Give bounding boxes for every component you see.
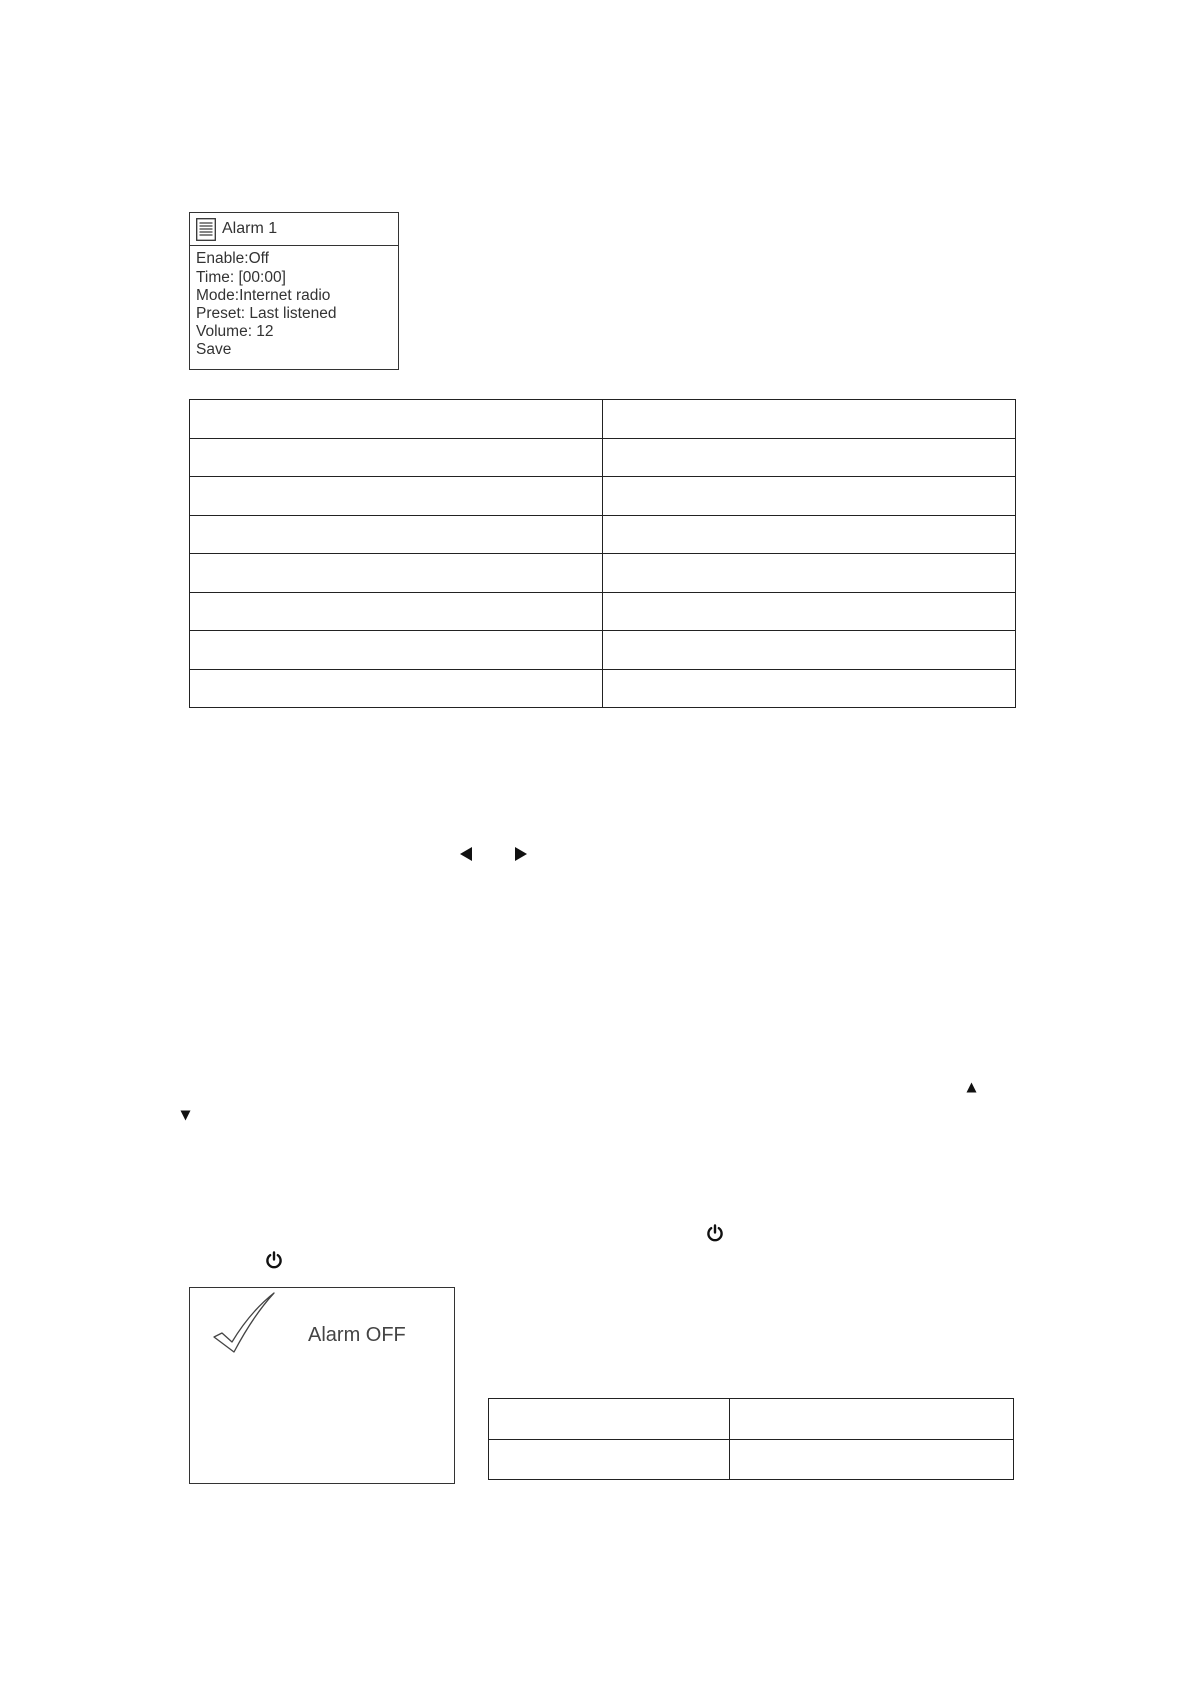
table-cell (603, 592, 1016, 631)
power-icon (706, 1224, 724, 1242)
table-row (190, 554, 1016, 593)
table-row (190, 669, 1016, 708)
table-row (190, 592, 1016, 631)
table-cell (730, 1439, 1014, 1480)
alarm-preset-item[interactable]: Preset: Last listened (196, 305, 337, 322)
table-row (489, 1439, 1014, 1480)
table-cell (190, 438, 603, 477)
alarm-time-item[interactable]: Time: [00:00] (196, 269, 286, 286)
table-cell (190, 554, 603, 593)
power-icon (265, 1251, 283, 1269)
table-row (190, 438, 1016, 477)
table-row (190, 400, 1016, 439)
table-row (190, 515, 1016, 554)
alarm-title: Alarm 1 (222, 220, 278, 237)
settings-table (189, 399, 1016, 708)
table-cell (603, 515, 1016, 554)
table-cell (190, 515, 603, 554)
table-cell (603, 669, 1016, 708)
alarm-settings-screen (189, 212, 399, 370)
table-cell (730, 1399, 1014, 1440)
alarm-enable-item[interactable]: Enable:Off (196, 250, 269, 267)
table-cell (190, 592, 603, 631)
triangle-up-icon (966, 1082, 977, 1093)
table-row (489, 1399, 1014, 1440)
table-cell (603, 400, 1016, 439)
alarm-off-screen (189, 1287, 455, 1484)
table-row (190, 477, 1016, 516)
table-cell (603, 477, 1016, 516)
table-cell (190, 400, 603, 439)
table-cell (190, 669, 603, 708)
alarm-screen-header (190, 213, 398, 246)
table-cell (603, 631, 1016, 670)
table-cell (190, 477, 603, 516)
triangle-down-icon (180, 1110, 191, 1121)
table-cell (603, 554, 1016, 593)
table-cell (489, 1439, 730, 1480)
alarm-save-item[interactable]: Save (196, 341, 232, 358)
triangle-right-icon (514, 846, 528, 862)
alarm-mode-item[interactable]: Mode:Internet radio (196, 287, 331, 304)
triangle-left-icon (459, 846, 473, 862)
status-table (488, 1398, 1014, 1480)
table-cell (603, 438, 1016, 477)
menu-list-icon (196, 218, 216, 241)
table-cell (489, 1399, 730, 1440)
table-row (190, 631, 1016, 670)
alarm-volume-item[interactable]: Volume: 12 (196, 323, 274, 340)
checkmark-icon (210, 1290, 280, 1356)
table-cell (190, 631, 603, 670)
alarm-off-label: Alarm OFF (308, 1324, 406, 1346)
